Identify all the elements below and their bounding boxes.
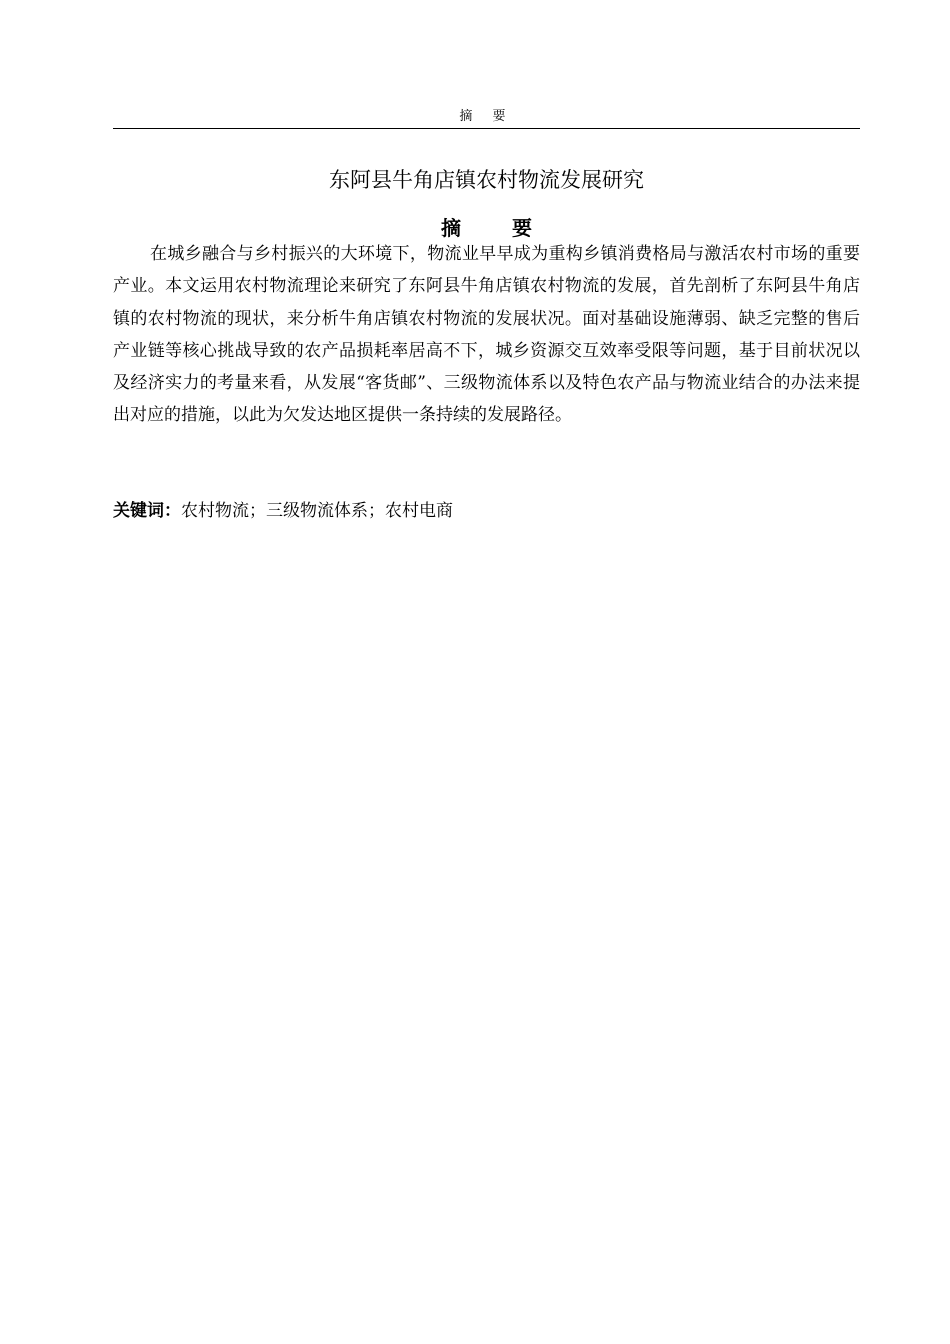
- header-divider: [113, 128, 860, 129]
- keywords-line: [113, 496, 860, 526]
- keywords-label: 关键词：: [113, 501, 181, 521]
- document-title: 东阿县牛角店镇农村物流发展研究: [329, 168, 644, 193]
- abstract-paragraph: 在城乡融合与乡村振兴的大环境下，物流业早早成为重构乡镇消费格局与激活农村市场的重要产业。本文运用农村物流理论来研究了东阿县牛角店镇农村物流的发展，首先剖析了东阿县牛角店镇的农村物流的现状，来分析牛角店镇农村物流的发展状况。面对基础设施薄弱、缺乏完整的售后产业链等核心挑战导致的农产品损耗率居高不下，城乡资源交互效率受限等问题，基于目前状况以及经济实力的考量来看，从发展“客货邮”、三级物流体系以及特色农产品与物流业结合的办法来提出对应的措施，以此为欠发达地区提供一条持续的发展路径。: [113, 244, 860, 426]
- running-header: 摘 要: [459, 109, 514, 124]
- keywords-value: 农村物流；三级物流体系；农村电商: [181, 501, 453, 521]
- abstract-heading: 摘 要: [441, 215, 554, 240]
